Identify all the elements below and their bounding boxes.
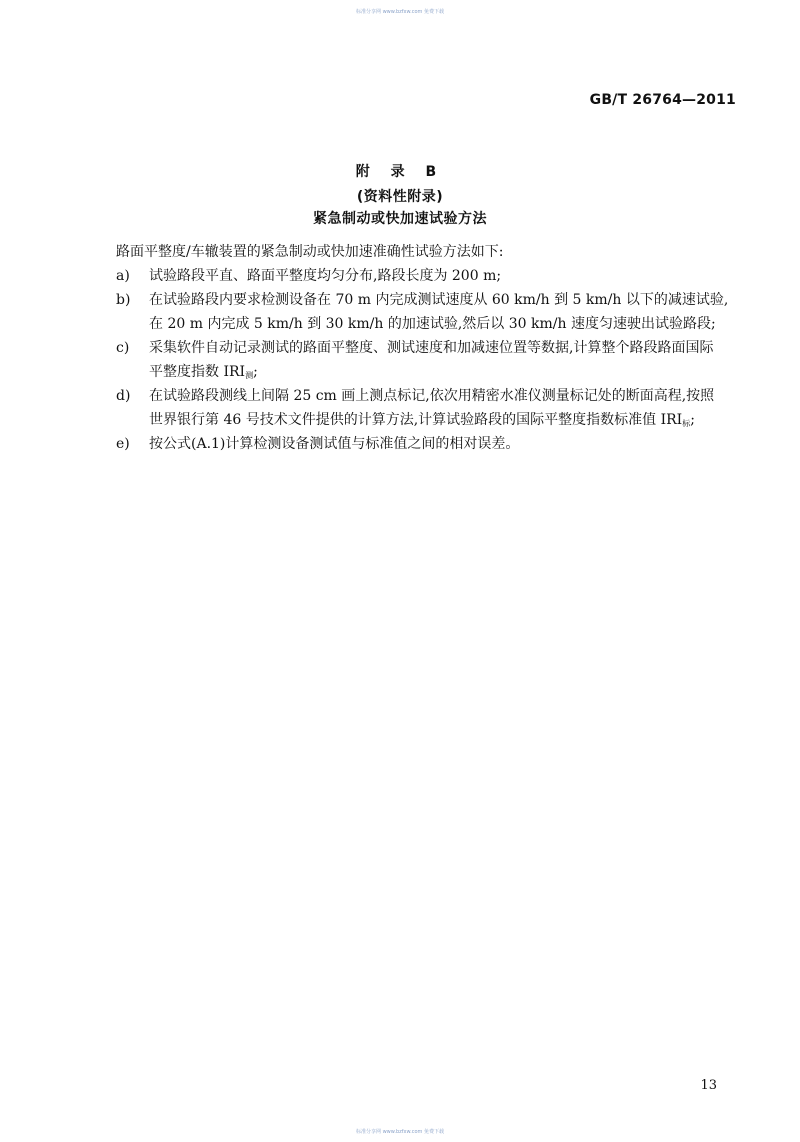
text-line: 按公式(A.1)计算检测设备测试值与标准值之间的相对误差。 bbox=[149, 436, 520, 452]
list-item-text bbox=[149, 336, 742, 384]
procedure-list bbox=[116, 264, 742, 456]
text-fragment: 平整度指数 IRI bbox=[149, 364, 246, 380]
text-fragment: 世界银行第 46 号技术文件提供的计算方法,计算试验路段的国际平整度指数标准值 IRI bbox=[149, 412, 683, 428]
list-marker: a) bbox=[116, 268, 130, 284]
appendix-title: 紧急制动或快加速试验方法 bbox=[313, 211, 487, 227]
list-item-text bbox=[149, 264, 742, 288]
appendix-label: 附 录 B bbox=[355, 164, 445, 180]
list-marker: e) bbox=[116, 436, 130, 452]
list-item-b bbox=[116, 288, 742, 336]
text-line: 在试验路段测线上间隔 25 cm 画上测点标记,依次用精密水准仪测量标记处的断面高程,按照 bbox=[149, 388, 715, 404]
list-marker: d) bbox=[116, 388, 131, 404]
list-item-d bbox=[116, 384, 742, 432]
list-marker: b) bbox=[116, 292, 131, 308]
text-line: 采集软件自动记录测试的路面平整度、测试速度和加减速位置等数据,计算整个路段路面国际 bbox=[149, 340, 714, 356]
intro-paragraph: 路面平整度/车辙装置的紧急制动或快加速准确性试验方法如下: bbox=[116, 244, 504, 260]
standard-number: GB/T 26764—2011 bbox=[589, 92, 736, 108]
subscript: 标 bbox=[682, 419, 691, 428]
list-marker: c) bbox=[116, 340, 130, 356]
list-item-e bbox=[116, 432, 742, 456]
appendix-body bbox=[116, 240, 742, 456]
text-line: 在 20 m 内完成 5 km/h 到 30 km/h 的加速试验,然后以 30 km/h 速度匀速驶出试验路段; bbox=[149, 316, 716, 332]
list-item-text bbox=[149, 384, 742, 432]
list-item-text bbox=[149, 432, 742, 456]
text-line: 在试验路段内要求检测设备在 70 m 内完成测试速度从 60 km/h 到 5 km/h 以下的减速试验, bbox=[149, 292, 729, 308]
appendix-type: (资料性附录) bbox=[356, 189, 444, 205]
top-watermark: 标准分享网 www.bzfxw.com 免费下载 bbox=[356, 9, 444, 15]
text-line: 试验路段平直、路面平整度均匀分布,路段长度为 200 m; bbox=[149, 268, 502, 284]
bottom-watermark: 标准分享网 www.bzfxw.com 免费下载 bbox=[356, 1129, 444, 1135]
subscript: 测 bbox=[245, 371, 254, 380]
text-line-with-subscript bbox=[149, 360, 742, 384]
page-number: 13 bbox=[700, 1078, 717, 1093]
list-item-a bbox=[116, 264, 742, 288]
line-end-punctuation: ; bbox=[253, 364, 258, 380]
list-item-c bbox=[116, 336, 742, 384]
text-line-with-subscript bbox=[149, 408, 742, 432]
line-end-punctuation: ; bbox=[690, 412, 695, 428]
list-item-text bbox=[149, 288, 742, 336]
